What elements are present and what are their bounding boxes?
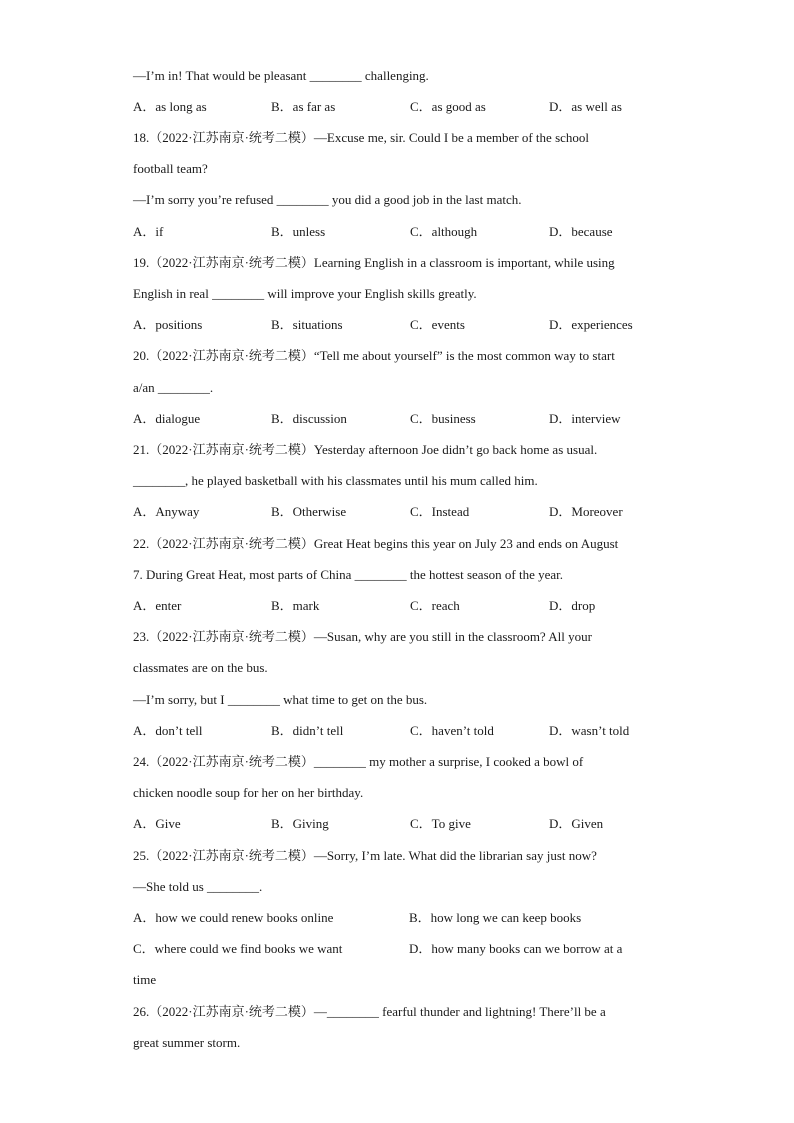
q21-option-d[interactable]: D．Moreover — [549, 504, 623, 519]
q22-option-c[interactable]: C．reach — [410, 598, 460, 613]
q25-option-a[interactable]: A．how we could renew books online — [133, 910, 334, 925]
q18-stem: 18.（2022·江苏南京·统考二模）—Excuse me, sir. Could I be a member of the school — [133, 130, 590, 145]
q24-stem-cont: chicken noodle soup for her on her birthday. — [133, 785, 364, 800]
q18-dialogue-line: —I’m sorry you’re refused ________ you did a good job in the last match. — [133, 192, 522, 207]
q19-option-a[interactable]: A．positions — [133, 317, 203, 332]
q17-option-d[interactable]: D．as well as — [549, 99, 622, 114]
q21-option-c[interactable]: C．Instead — [410, 504, 470, 519]
q18-stem-cont: football team? — [133, 161, 208, 176]
q23-option-c[interactable]: C．haven’t told — [410, 723, 494, 738]
q26-stem: 26.（2022·江苏南京·统考二模）—________ fearful thunder and lightning! There’ll be a — [133, 1004, 606, 1019]
q17-option-c[interactable]: C．as good as — [410, 99, 486, 114]
q19-stem: 19.（2022·江苏南京·统考二模）Learning English in a classroom is important, while using — [133, 255, 615, 270]
q23-stem: 23.（2022·江苏南京·统考二模）—Susan, why are you still in the classroom? All your — [133, 629, 592, 644]
q24-option-c[interactable]: C．To give — [410, 816, 471, 831]
q21-stem-cont: ________, he played basketball with his classmates until his mum called him. — [133, 473, 538, 488]
q24-option-a[interactable]: A．Give — [133, 816, 181, 831]
q18-option-a[interactable]: A．if — [133, 224, 164, 239]
q24-option-d[interactable]: D．Given — [549, 816, 604, 831]
q25-dialogue-line: —She told us ________. — [133, 879, 263, 894]
q23-option-d[interactable]: D．wasn’t told — [549, 723, 630, 738]
q24-option-b[interactable]: B．Giving — [271, 816, 329, 831]
q23-dialogue-line: —I’m sorry, but I ________ what time to get on the bus. — [133, 692, 428, 707]
q23-option-b[interactable]: B．didn’t tell — [271, 723, 344, 738]
q21-stem: 21.（2022·江苏南京·统考二模）Yesterday afternoon Joe didn’t go back home as usual. — [133, 442, 598, 457]
q20-option-a[interactable]: A．dialogue — [133, 411, 201, 426]
q18-option-d[interactable]: D．because — [549, 224, 613, 239]
q17-option-a[interactable]: A．as long as — [133, 99, 207, 114]
q22-option-b[interactable]: B．mark — [271, 598, 320, 613]
q19-option-c[interactable]: C．events — [410, 317, 465, 332]
q19-option-b[interactable]: B．situations — [271, 317, 343, 332]
q24-stem: 24.（2022·江苏南京·统考二模）________ my mother a surprise, I cooked a bowl of — [133, 754, 584, 769]
q26-stem-cont: great summer storm. — [133, 1035, 241, 1050]
q20-option-b[interactable]: B．discussion — [271, 411, 347, 426]
q20-option-d[interactable]: D．interview — [549, 411, 621, 426]
q25-option-c[interactable]: C．where could we find books we want — [133, 941, 343, 956]
q18-option-c[interactable]: C．although — [410, 224, 478, 239]
q19-stem-cont: English in real ________ will improve your English skills greatly. — [133, 286, 477, 301]
q20-option-c[interactable]: C．business — [410, 411, 476, 426]
q17-option-b[interactable]: B．as far as — [271, 99, 336, 114]
q25-option-d[interactable]: D．how many books can we borrow at a — [409, 941, 623, 956]
q22-option-a[interactable]: A．enter — [133, 598, 182, 613]
q22-stem-cont: 7. During Great Heat, most parts of China ________ the hottest season of the year. — [133, 567, 563, 582]
q25-stem: 25.（2022·江苏南京·统考二模）—Sorry, I’m late. What did the librarian say just now? — [133, 848, 597, 863]
q25-option-b[interactable]: B．how long we can keep books — [409, 910, 582, 925]
q19-option-d[interactable]: D．experiences — [549, 317, 633, 332]
q20-stem-cont: a/an ________. — [133, 380, 214, 395]
q22-stem: 22.（2022·江苏南京·统考二模）Great Heat begins this year on July 23 and ends on August — [133, 536, 619, 551]
q23-option-a[interactable]: A．don’t tell — [133, 723, 203, 738]
q22-option-d[interactable]: D．drop — [549, 598, 596, 613]
q21-option-b[interactable]: B．Otherwise — [271, 504, 347, 519]
q17-dialogue-line: —I’m in! That would be pleasant ________ challenging. — [133, 68, 429, 83]
q21-option-a[interactable]: A．Anyway — [133, 504, 200, 519]
q23-stem-cont: classmates are on the bus. — [133, 660, 268, 675]
q18-option-b[interactable]: B．unless — [271, 224, 326, 239]
q20-stem: 20.（2022·江苏南京·统考二模）“Tell me about yourself” is the most common way to start — [133, 348, 615, 363]
q25-option-d-cont: time — [133, 972, 157, 987]
